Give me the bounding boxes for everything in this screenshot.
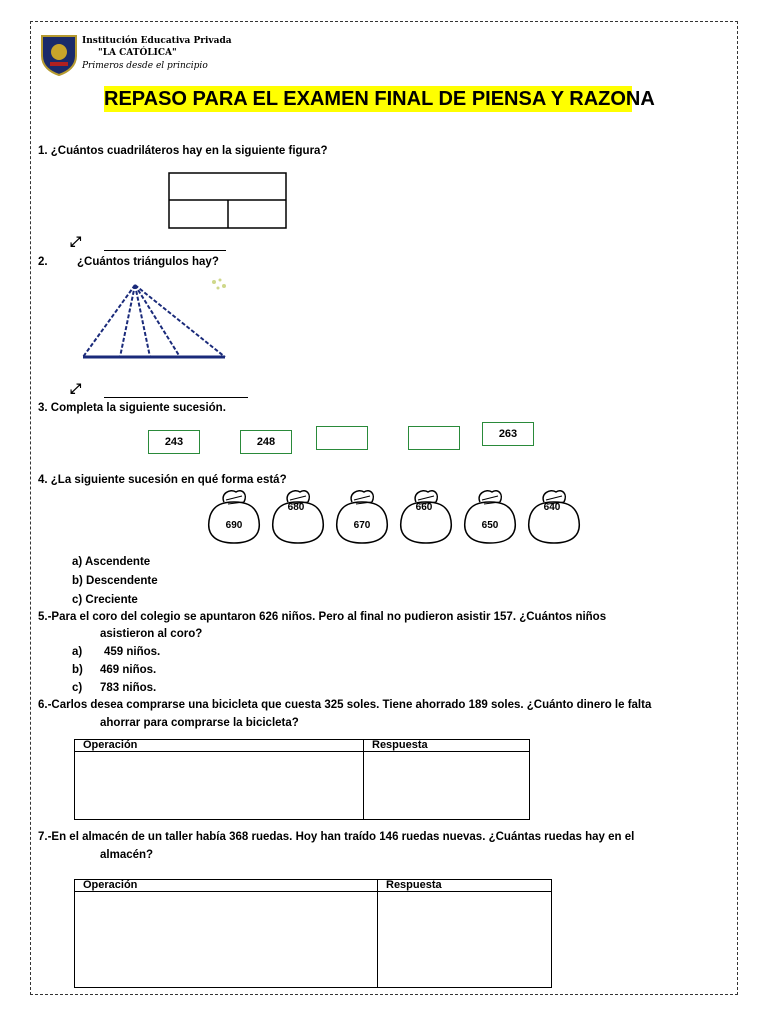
- question-5-line1: 5.-Para el coro del colegio se apuntaron 626 niños. Pero al final no pudieron asistir 157. ¿Cuántos niños: [38, 611, 607, 623]
- option-a: a) Ascendente: [72, 556, 151, 568]
- shield-icon: [40, 34, 78, 76]
- money-bag-icon: [401, 491, 452, 543]
- q5-option-c-letter: c): [72, 682, 83, 694]
- q5-option-b-letter: b): [72, 664, 83, 676]
- answer-cell[interactable]: [364, 752, 530, 820]
- option-c: c) Creciente: [72, 594, 138, 606]
- question-4: 4. ¿La siguiente sucesión en qué forma está?: [38, 474, 287, 486]
- question-6-line1: 6.-Carlos desea comprarse una bicicleta que cuesta 325 soles. Tiene ahorrado 189 soles. ¿Cuánto dinero le falta: [38, 699, 652, 711]
- q5-option-b-text: 469 niños.: [100, 664, 157, 676]
- money-bag-icon: [209, 491, 260, 543]
- operation-cell[interactable]: [75, 892, 378, 988]
- money-bag-label: 640: [543, 502, 561, 513]
- quadrilateral-figure: [168, 172, 288, 235]
- question-5-line2: asistieron al coro?: [100, 628, 203, 640]
- money-bag-icon: [465, 491, 516, 543]
- answer-header: Respuesta: [364, 740, 530, 752]
- question-7-line1: 7.-En el almacén de un taller había 368 ruedas. Hoy han traído 146 ruedas nuevas. ¿Cuántas ruedas hay en el: [38, 831, 635, 843]
- money-bag-label: 680: [287, 502, 305, 513]
- q5-option-a-letter: a): [72, 646, 83, 658]
- money-bag-label: 660: [415, 502, 433, 513]
- sequence-box-3[interactable]: [316, 426, 368, 450]
- money-bag-icon: [273, 491, 324, 543]
- school-name-line2: "LA CATÓLICA": [98, 48, 177, 58]
- sequence-box-1: 243: [148, 430, 200, 454]
- q5-option-a-text: 459 niños.: [104, 646, 161, 658]
- operation-header: Operación: [75, 740, 364, 752]
- operation-table-6: [74, 739, 530, 820]
- question-1: 1. ¿Cuántos cuadriláteros hay en la siguiente figura?: [38, 145, 328, 157]
- answer-line-1[interactable]: [104, 250, 226, 251]
- question-7-line2: almacén?: [100, 849, 154, 861]
- decoration-icon: [208, 274, 230, 294]
- money-bag-label: 650: [481, 520, 499, 531]
- answer-line-2[interactable]: [104, 397, 248, 398]
- diagonal-arrow-icon: ⤢: [70, 380, 82, 396]
- school-logo: [40, 34, 78, 76]
- triangle-figure: [80, 282, 228, 367]
- sequence-box-2: 248: [240, 430, 292, 454]
- school-motto: Primeros desde el principio: [82, 61, 208, 71]
- question-3: 3. Completa la siguiente sucesión.: [38, 402, 226, 414]
- operation-table-7: [74, 879, 552, 988]
- q5-option-c-text: 783 niños.: [100, 682, 157, 694]
- money-bag-label: 670: [353, 520, 371, 531]
- page-title: REPASO PARA EL EXAMEN FINAL DE PIENSA Y RAZONA: [104, 88, 655, 110]
- question-2: ¿Cuántos triángulos hay?: [77, 256, 219, 268]
- operation-cell[interactable]: [75, 752, 364, 820]
- diagonal-arrow-icon: ⤢: [70, 233, 82, 249]
- operation-header: Operación: [75, 880, 378, 892]
- answer-header: Respuesta: [378, 880, 552, 892]
- sequence-box-4[interactable]: [408, 426, 460, 450]
- question-6-line2: ahorrar para comprarse la bicicleta?: [100, 717, 299, 729]
- money-bag-icon: [337, 491, 388, 543]
- school-name-line1: Institución Educativa Privada: [82, 36, 232, 46]
- question-2-number: 2.: [38, 256, 48, 268]
- option-b: b) Descendente: [72, 575, 158, 587]
- answer-cell[interactable]: [378, 892, 552, 988]
- money-bag-icon: [529, 491, 580, 543]
- sequence-box-5: 263: [482, 422, 534, 446]
- money-bags-sequence: [204, 486, 606, 549]
- money-bag-label: 690: [225, 520, 243, 531]
